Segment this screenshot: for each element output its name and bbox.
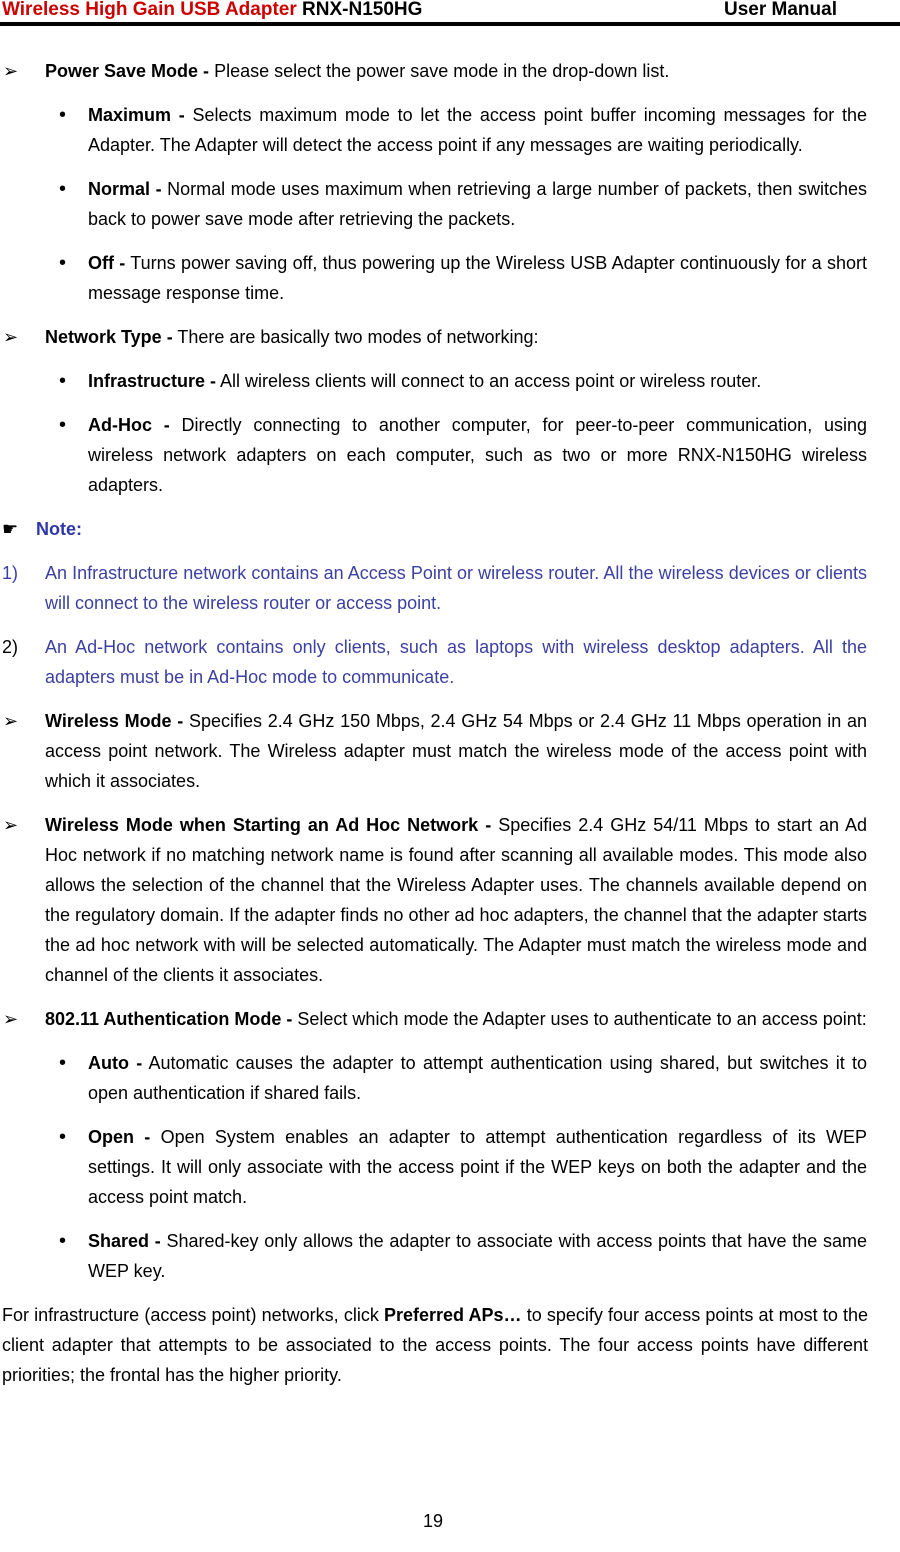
item-text: All wireless clients will connect to an access point or wireless router. (220, 371, 762, 391)
pointing-hand-icon: ☛ (2, 519, 19, 539)
arrow-bullet-icon: ➢ (3, 815, 19, 835)
dot-bullet-icon: • (59, 178, 67, 200)
list-item-auto (0, 1048, 867, 1108)
item-term: Infrastructure - (88, 371, 217, 391)
item-text: Normal mode uses maximum when retrieving a large number of packets, then switches back to power save mode after retrieving the packets. (88, 179, 867, 229)
closing-paragraph (0, 1300, 868, 1390)
list-item-maximum (0, 100, 867, 160)
note-item-1 (0, 558, 867, 618)
item-term: Auto - (88, 1053, 143, 1073)
arrow-bullet-icon: ➢ (3, 1009, 19, 1029)
note-heading (0, 514, 900, 544)
section-text: Specifies 2.4 GHz 150 Mbps, 2.4 GHz 54 Mbps or 2.4 GHz 11 Mbps operation in an access point network. The Wireless adapter must match the wireless mode of the access point with which it associates. (45, 711, 867, 791)
header-divider (0, 22, 900, 26)
note-item-2 (0, 632, 867, 692)
list-item-open (0, 1122, 867, 1212)
section-text: Specifies 2.4 GHz 54/11 Mbps to start an Ad Hoc network if no matching network name is found after scanning all available modes. This mode also allows the selection of the channel that the Wireless Adapter uses. The channels available depend on the regulatory domain. If the adapter finds no other ad hoc adapters, the channel that the adapter starts the ad hoc network with will be selected automatically. The Adapter must match the wireless mode and channel of the clients it associates. (45, 815, 867, 985)
dot-bullet-icon: • (59, 1126, 67, 1148)
section-term: Wireless Mode - (45, 711, 184, 731)
section-term: 802.11 Authentication Mode - (45, 1009, 293, 1029)
dot-bullet-icon: • (59, 1230, 67, 1252)
section-term: Wireless Mode when Starting an Ad Hoc Network - (45, 815, 492, 835)
item-term: Open - (88, 1127, 151, 1147)
section-wireless-mode (0, 706, 867, 796)
document-body (0, 56, 900, 1404)
list-item-adhoc (0, 410, 867, 500)
item-term: Off - (88, 253, 126, 273)
header-brand-text: Wireless High Gain USB Adapter (2, 0, 297, 20)
page-number: 19 (422, 1511, 444, 1531)
dot-bullet-icon: • (59, 370, 67, 392)
dot-bullet-icon: • (59, 1052, 67, 1074)
item-term: Maximum - (88, 105, 185, 125)
section-power-save (0, 56, 867, 86)
section-network-type (0, 322, 867, 352)
item-term: Normal - (88, 179, 162, 199)
section-text: Please select the power save mode in the drop-down list. (214, 61, 670, 81)
section-text: Select which mode the Adapter uses to authenticate to an access point: (297, 1009, 867, 1029)
list-item-off (0, 248, 867, 308)
arrow-bullet-icon: ➢ (3, 711, 19, 731)
section-adhoc-mode (0, 810, 867, 990)
note-number: 1) (2, 563, 19, 583)
closing-text-before: For infrastructure (access point) networks, click (2, 1305, 379, 1325)
dot-bullet-icon: • (59, 414, 67, 436)
item-term: Shared - (88, 1231, 161, 1251)
header-model: RNX-N150HG (302, 0, 423, 20)
item-text: Turns power saving off, thus powering up the Wireless USB Adapter continuously for a short message response time. (88, 253, 868, 303)
header-manual-label: User Manual (724, 0, 837, 20)
arrow-bullet-icon: ➢ (3, 327, 19, 347)
header-brand (2, 0, 422, 20)
note-title-text: Note: (36, 519, 82, 539)
note-number: 2) (2, 637, 19, 657)
dot-bullet-icon: • (59, 252, 67, 274)
item-text: Open System enables an adapter to attempt authentication regardless of its WEP settings. It will only associate with the access point if the WEP keys on both the adapter and the access point match. (88, 1127, 867, 1207)
note-text: An Ad-Hoc network contains only clients, such as laptops with wireless desktop adapters. All the adapters must be in Ad-Hoc mode to communicate. (45, 637, 867, 687)
item-text: Directly connecting to another computer, for peer-to-peer communication, using wireless network adapters on each computer, such as two or more RNX-N150HG wireless adapters. (88, 415, 867, 495)
section-text: There are basically two modes of networking: (177, 327, 539, 347)
section-term: Power Save Mode - (45, 61, 210, 81)
arrow-bullet-icon: ➢ (3, 61, 19, 81)
page-header (0, 0, 900, 22)
section-auth-mode (0, 1004, 867, 1034)
item-text: Automatic causes the adapter to attempt authentication using shared, but switches it to open authentication if shared fails. (88, 1053, 867, 1103)
item-text: Shared-key only allows the adapter to associate with access points that have the same WEP key. (88, 1231, 867, 1281)
list-item-shared (0, 1226, 867, 1286)
section-term: Network Type - (45, 327, 173, 347)
item-text: Selects maximum mode to let the access point buffer incoming messages for the Adapter. The Adapter will detect the access point if any messages are waiting periodically. (88, 105, 867, 155)
preferred-aps-label: Preferred APs… (383, 1305, 522, 1325)
closing-text-after: to specify four access points at most to the client adapter that attempts to be associated to the access points. The four access points have different priorities; the frontal has the higher priority. (2, 1305, 868, 1385)
dot-bullet-icon: • (59, 104, 67, 126)
note-text: An Infrastructure network contains an Access Point or wireless router. All the wireless devices or clients will connect to the wireless router or access point. (45, 563, 867, 613)
list-item-normal (0, 174, 867, 234)
item-term: Ad-Hoc - (88, 415, 170, 435)
list-item-infrastructure (0, 366, 867, 396)
